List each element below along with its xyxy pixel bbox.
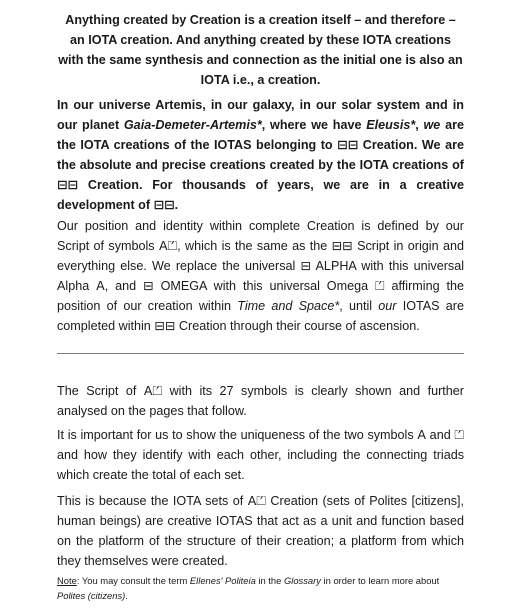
text-segment: The Script of bbox=[57, 384, 144, 398]
uniqueness-paragraph bbox=[57, 425, 464, 485]
text-segment: In our universe Artemis, in our galaxy, in our solar system and in our planet bbox=[57, 98, 464, 132]
text-segment: , which is the same as the bbox=[177, 239, 332, 253]
text-segment: OMEGA with this universal Omega bbox=[153, 279, 376, 293]
text-segment: Script in origin and everything else. We replace the universal bbox=[57, 239, 464, 273]
italic-term: Gaia-Demeter-Artemis* bbox=[123, 118, 262, 132]
alpha-omega-symbol-icon: A⏍ bbox=[247, 493, 266, 508]
omega-square-symbol-icon: ⏍ bbox=[375, 278, 385, 293]
aetos-symbol-icon: ⊟⊟ bbox=[337, 137, 359, 152]
text-segment: in order to learn more about bbox=[320, 575, 440, 586]
footnote bbox=[57, 573, 464, 603]
omega-square-symbol-icon: ⏍ bbox=[454, 427, 464, 442]
alpha-omega-symbol-icon: A⏍ bbox=[143, 383, 163, 398]
italic-term: we bbox=[423, 118, 441, 132]
text-segment: are the IOTA creations of the IOTAS belonging to bbox=[57, 118, 464, 152]
text-segment: Creation (sets of Polites [citizens], human beings) are creative IOTAS that act as a unit and function based on the platform of the structure of their creation; a platform from which they themselves were created. bbox=[57, 494, 464, 568]
alpha-a-symbol-icon: A bbox=[96, 278, 105, 293]
text-segment: : You may consult the term bbox=[76, 575, 190, 586]
text-segment: affirming the position of our creation within bbox=[57, 279, 465, 313]
text-segment: and how they identify with each other, including the connecting triads which create the total of each set. bbox=[57, 448, 464, 482]
aetos-symbol-icon: ⊟⊟ bbox=[57, 177, 79, 192]
text-segment: , and bbox=[104, 279, 144, 293]
text-segment: . bbox=[125, 590, 128, 601]
text-segment: It is important for us to show the uniqueness of the two symbols bbox=[57, 428, 418, 442]
text-segment: and bbox=[425, 428, 455, 442]
alpha-symbol-icon: ⊟ bbox=[300, 258, 312, 273]
text-segment: in the bbox=[255, 575, 284, 586]
note-label: Note bbox=[57, 575, 77, 586]
italic-term: our bbox=[378, 299, 397, 313]
alpha-a-symbol-icon: A bbox=[417, 427, 426, 442]
text-segment: , until bbox=[339, 299, 379, 313]
aetos-symbol-icon: ⊟⊟ bbox=[153, 197, 175, 212]
text-segment: Creation through their course of ascension. bbox=[175, 319, 420, 333]
italic-term: Time and Space* bbox=[237, 299, 340, 313]
text-segment: with its 27 symbols is clearly shown and further analysed on the pages that follow. bbox=[57, 384, 464, 418]
iota-sets-paragraph bbox=[57, 491, 464, 571]
text-segment: IOTAS are completed within bbox=[57, 299, 464, 333]
text-segment: Our position and identity within complete Creation is defined by our Script of symbols bbox=[57, 219, 464, 253]
script-paragraph bbox=[57, 381, 464, 421]
omega-symbol-icon: ⊟ bbox=[143, 278, 154, 293]
aetos-symbol-icon: ⊟⊟ bbox=[331, 238, 353, 253]
text-segment: Creation. For thousands of years, we are in a creative development of bbox=[57, 178, 464, 212]
universe-paragraph bbox=[57, 95, 464, 215]
italic-term: Polites (citizens) bbox=[57, 590, 126, 601]
text-segment: , where we have bbox=[261, 118, 367, 132]
text-segment: Creation. We are the absolute and precise creations created by the IOTA creations of bbox=[57, 138, 464, 172]
intro-paragraph: Anything created by Creation is a creation itself – and therefore – an IOTA creation. And anything created by these IOTA creations with the same synthesis and connection as the initial one is also an IOTA i.e., a creation. bbox=[58, 13, 463, 87]
text-segment: ALPHA with this universal Alpha bbox=[57, 259, 464, 293]
italic-term: Glossary bbox=[283, 575, 321, 586]
text-segment: This is because the IOTA sets of bbox=[57, 494, 248, 508]
aetos-symbol-icon: ⊟⊟ bbox=[154, 318, 176, 333]
italic-term: Eleusis* bbox=[366, 118, 416, 132]
text-segment: . bbox=[174, 198, 179, 212]
section-divider bbox=[57, 353, 464, 354]
italic-term: Ellenes' Politeia bbox=[189, 575, 256, 586]
alpha-omega-symbol-icon: A⏍ bbox=[158, 238, 178, 253]
text-segment: , bbox=[415, 118, 424, 132]
position-paragraph bbox=[57, 216, 464, 336]
